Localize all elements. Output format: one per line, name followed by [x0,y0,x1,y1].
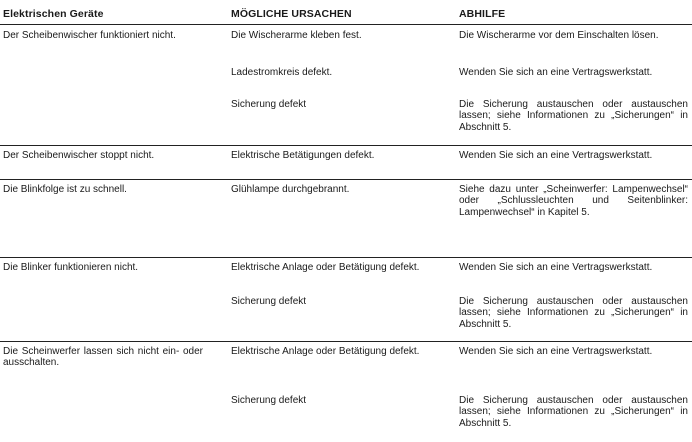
row-4-cause-1: Elektrische Anlage oder Betätigung defekt. [231,262,420,273]
row-4-remedy-2: Die Sicherung austauschen oder austauschen lassen; siehe Informationen zu „Sicherungen“ in Abschnitt 5. [459,296,688,330]
row-2-device: Der Scheibenwischer stoppt nicht. [3,150,155,161]
row-1-cause-1: Die Wischerarme kleben fest. [231,30,362,41]
header-divider [0,24,692,25]
row-divider [0,179,692,180]
row-3-device: Die Blinkfolge ist zu schnell. [3,184,127,195]
row-divider [0,341,692,342]
row-2-cause-1: Elektrische Betätigungen defekt. [231,150,375,161]
row-4-device: Die Blinker funktionieren nicht. [3,262,139,273]
row-1-remedy-1: Die Wischerarme vor dem Einschalten lösen. [459,30,659,41]
row-2-remedy-1: Wenden Sie sich an eine Vertragswerkstatt. [459,150,653,161]
row-4-cause-2: Sicherung defekt [231,296,307,307]
row-5-cause-2: Sicherung defekt [231,395,307,406]
row-1-remedy-3: Die Sicherung austauschen oder austauschen lassen; siehe Informationen zu „Sicherungen“ in Abschnitt 5. [459,99,688,133]
row-1-cause-2: Ladestromkreis defekt. [231,67,333,78]
row-3-remedy-1: Siehe dazu unter „Scheinwerfer: Lampenwechsel“ oder „Schlussleuchten und Seitenblinker: Lampenwechsel“ in Kapitel 5. [459,184,688,218]
row-divider [0,145,692,146]
header-devices: Elektrischen Geräte [3,8,104,20]
row-1-cause-3: Sicherung defekt [231,99,307,110]
row-divider [0,257,692,258]
row-5-cause-1: Elektrische Anlage oder Betätigung defekt. [231,346,420,357]
row-5-remedy-1: Wenden Sie sich an eine Vertragswerkstatt. [459,346,653,357]
row-1-remedy-2: Wenden Sie sich an eine Vertragswerkstatt. [459,67,653,78]
row-1-device: Der Scheibenwischer funktioniert nicht. [3,30,176,41]
row-3-cause-1: Glühlampe durchgebrannt. [231,184,350,195]
row-5-remedy-2: Die Sicherung austauschen oder austauschen lassen; siehe Informationen zu „Sicherungen“ in Abschnitt 5. [459,395,688,429]
header-remedy: ABHILFE [459,8,506,20]
row-4-remedy-1: Wenden Sie sich an eine Vertragswerkstatt. [459,262,653,273]
row-5-device: Die Scheinwerfer lassen sich nicht ein- oder ausschalten. [3,346,203,369]
header-causes: MÖGLICHE URSACHEN [231,8,352,20]
